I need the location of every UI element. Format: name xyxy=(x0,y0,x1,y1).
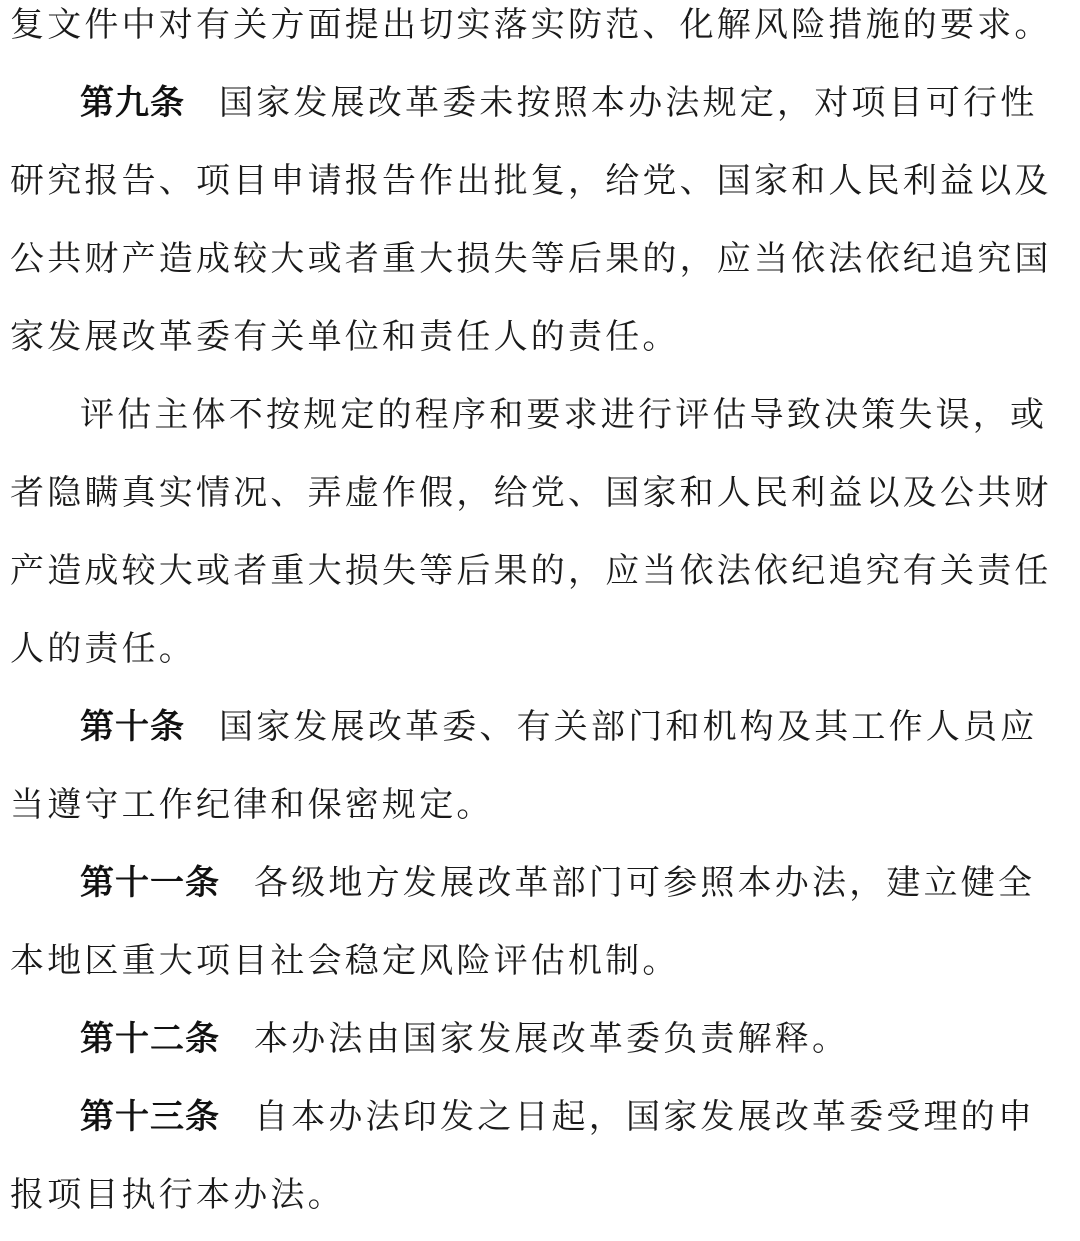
text-line xyxy=(10,64,1060,142)
text-segment: 各级地方发展改革部门可参照本办法，建立健全 xyxy=(254,863,1036,903)
text-line xyxy=(10,844,1060,922)
text-line xyxy=(10,1000,1060,1078)
article-heading: 第十一条 xyxy=(80,863,220,903)
article-11 xyxy=(10,844,1060,1000)
article-10 xyxy=(10,688,1060,844)
article-heading: 第十二条 xyxy=(80,1019,220,1059)
text-segment: 本办法由国家发展改革委负责解释。 xyxy=(254,1019,850,1059)
text-line: 公共财产造成较大或者重大损失等后果的，应当依法依纪追究国 xyxy=(10,239,1052,279)
text-line: 当遵守工作纪律和保密规定。 xyxy=(10,785,494,825)
text-segment: 国家发展改革委未按照本办法规定，对项目可行性 xyxy=(219,83,1038,123)
text-line: 产造成较大或者重大损失等后果的，应当依法依纪追究有关责任 xyxy=(10,551,1052,591)
article-heading: 第十三条 xyxy=(80,1097,220,1137)
text-line xyxy=(10,1078,1060,1156)
text-line: 本地区重大项目社会稳定风险评估机制。 xyxy=(10,941,680,981)
text-line: 研究报告、项目申请报告作出批复，给党、国家和人民利益以及 xyxy=(10,161,1052,201)
article-9 xyxy=(10,64,1060,376)
document-body xyxy=(10,0,1060,1234)
text-line: 者隐瞒真实情况、弄虚作假，给党、国家和人民利益以及公共财 xyxy=(10,473,1052,513)
text-line xyxy=(10,688,1060,766)
text-line: 报项目执行本办法。 xyxy=(10,1175,345,1215)
paragraph-continuation xyxy=(10,0,1060,64)
article-heading: 第九条 xyxy=(80,83,185,123)
article-12 xyxy=(10,1000,1060,1078)
article-9-paragraph-2 xyxy=(10,376,1060,688)
text-line: 评估主体不按规定的程序和要求进行评估导致决策失误，或 xyxy=(80,395,1048,435)
text-line: 家发展改革委有关单位和责任人的责任。 xyxy=(10,317,680,357)
text-segment: 国家发展改革委、有关部门和机构及其工作人员应 xyxy=(219,707,1038,747)
article-heading: 第十条 xyxy=(80,707,185,747)
text-line: 复文件中对有关方面提出切实落实防范、化解风险措施的要求。 xyxy=(10,5,1052,45)
text-segment: 自本办法印发之日起，国家发展改革委受理的申 xyxy=(254,1097,1036,1137)
text-line: 人的责任。 xyxy=(10,629,196,669)
article-13 xyxy=(10,1078,1060,1234)
